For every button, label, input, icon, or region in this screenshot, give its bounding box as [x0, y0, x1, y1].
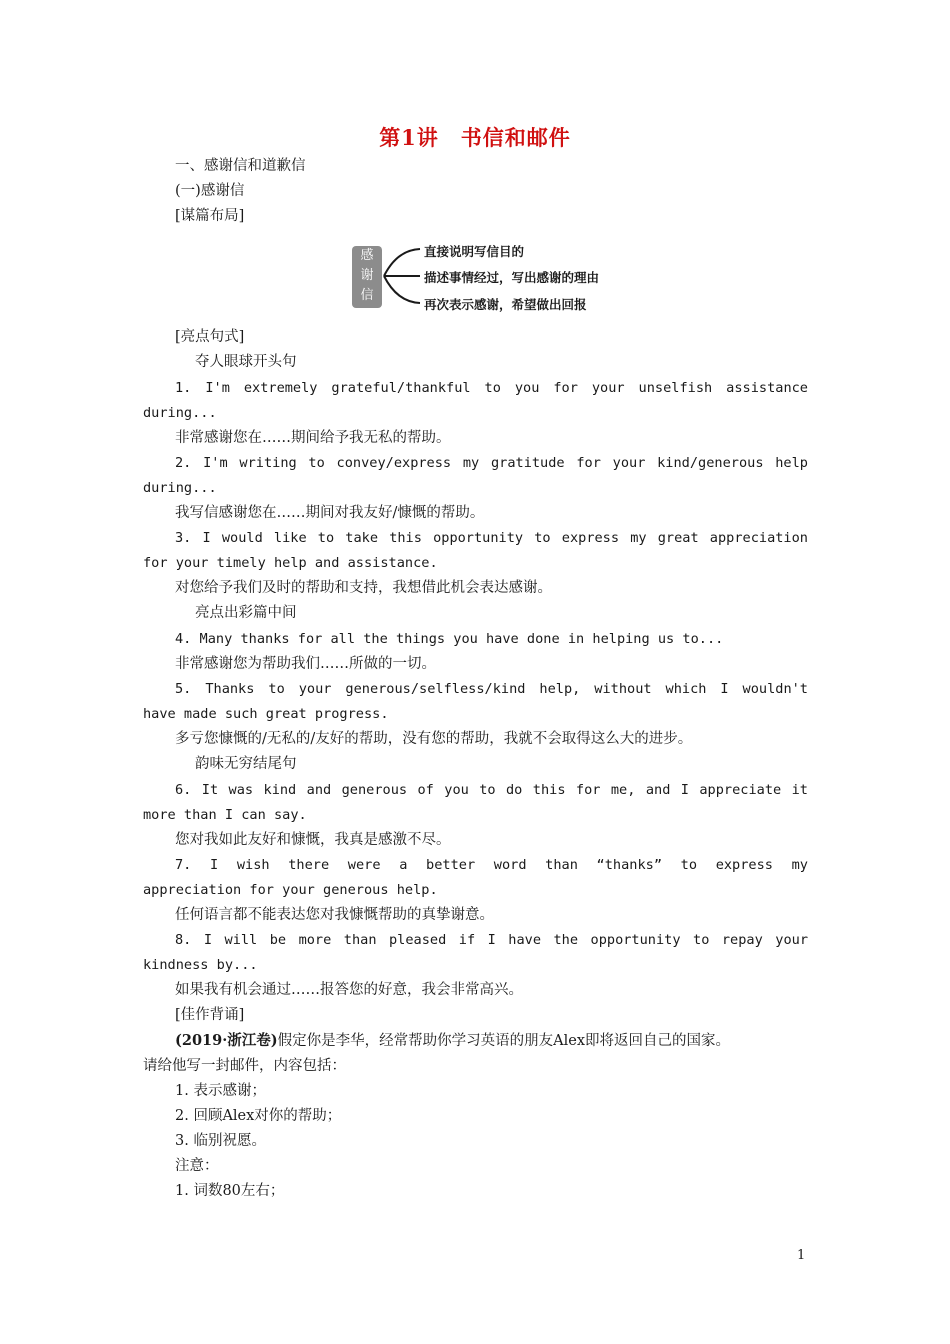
diagram-center-char: 感	[360, 248, 374, 263]
note-label: 注意：	[175, 1158, 219, 1174]
task-text: 假定你是李华，经常帮助你学习英语的朋友Alex即将返回自己的国家。	[277, 1033, 731, 1049]
sentence-1-en-cont: during...	[143, 405, 217, 421]
sentence-3-en-cont: for your timely help and assistance.	[143, 555, 438, 571]
sentence-4-en: 4. Many thanks for all the things you have done in helping us to...	[175, 631, 724, 647]
note-item: 1. 词数80左右；	[175, 1183, 285, 1199]
diagram-center-char: 谢	[360, 268, 374, 283]
opening-label: 夺人眼球开头句	[195, 354, 297, 370]
sentence-4-cn: 非常感谢您为帮助我们……所做的一切。	[175, 656, 436, 672]
sentence-5-en: 5. Thanks to your generous/selfless/kind help, without which I wouldn't	[175, 681, 808, 697]
sentence-2-en-cont: during...	[143, 480, 217, 496]
sentence-8-en-cont: kindness by...	[143, 957, 258, 973]
sentence-3-cn: 对您给予我们及时的帮助和支持，我想借此机会表达感谢。	[175, 580, 552, 596]
layout-label: [谋篇布局]	[175, 208, 245, 224]
requirement-item: 3. 临别祝愿。	[175, 1133, 266, 1149]
task-line-1	[175, 1031, 808, 1051]
diagram-item: 直接说明写信目的	[424, 244, 525, 259]
sentence-7-en: 7. I wish there were a better word than “thanks” to express my	[175, 857, 808, 873]
highlight-label: [亮点句式]	[175, 329, 245, 345]
sentence-2-en: 2. I'm writing to convey/express my gratitude for your kind/generous help	[175, 455, 808, 471]
diagram-item: 描述事情经过，写出感谢的理由	[424, 270, 600, 285]
requirement-item: 2. 回顾Alex对你的帮助；	[175, 1108, 342, 1124]
sentence-2-cn: 我写信感谢您在……期间对我友好/慷慨的帮助。	[175, 505, 485, 521]
ending-label: 韵味无穷结尾句	[195, 756, 297, 772]
recite-label: [佳作背诵]	[175, 1007, 245, 1023]
sentence-5-en-cont: have made such great progress.	[143, 706, 389, 722]
sentence-7-en-cont: appreciation for your generous help.	[143, 882, 438, 898]
page-title: 第1讲 书信和邮件	[379, 125, 571, 150]
sentence-3-en: 3. I would like to take this opportunity to express my great appreciation	[175, 530, 808, 546]
sentence-5-cn: 多亏您慷慨的/无私的/友好的帮助，没有您的帮助，我就不会取得这么大的进步。	[175, 731, 693, 747]
task-source: (2019·浙江卷)	[175, 1032, 278, 1049]
sentence-7-cn: 任何语言都不能表达您对我慷慨帮助的真挚谢意。	[175, 907, 494, 923]
subsection-heading: (一)感谢信	[175, 183, 245, 199]
sentence-6-en: 6. It was kind and generous of you to do this for me, and I appreciate it	[175, 782, 808, 798]
task-line-2: 请给他写一封邮件，内容包括：	[143, 1058, 346, 1074]
layout-diagram	[352, 240, 622, 310]
diagram-center-char: 信	[360, 288, 374, 303]
sentence-1-cn: 非常感谢您在……期间给予我无私的帮助。	[175, 430, 451, 446]
page-number: 1	[797, 1248, 806, 1263]
requirement-item: 1. 表示感谢；	[175, 1083, 266, 1099]
sentence-1-en: 1. I'm extremely grateful/thankful to you for your unselfish assistance	[175, 380, 808, 396]
sentence-6-cn: 您对我如此友好和慷慨，我真是感激不尽。	[175, 832, 451, 848]
diagram-item: 再次表示感谢，希望做出回报	[424, 297, 587, 312]
middle-label: 亮点出彩篇中间	[195, 605, 297, 621]
section-heading: 一、感谢信和道歉信	[175, 158, 306, 174]
sentence-8-cn: 如果我有机会通过……报答您的好意，我会非常高兴。	[175, 982, 523, 998]
sentence-8-en: 8. I will be more than pleased if I have the opportunity to repay your	[175, 932, 808, 948]
sentence-6-en-cont: more than I can say.	[143, 807, 307, 823]
diagram-brace-lines	[352, 240, 432, 310]
